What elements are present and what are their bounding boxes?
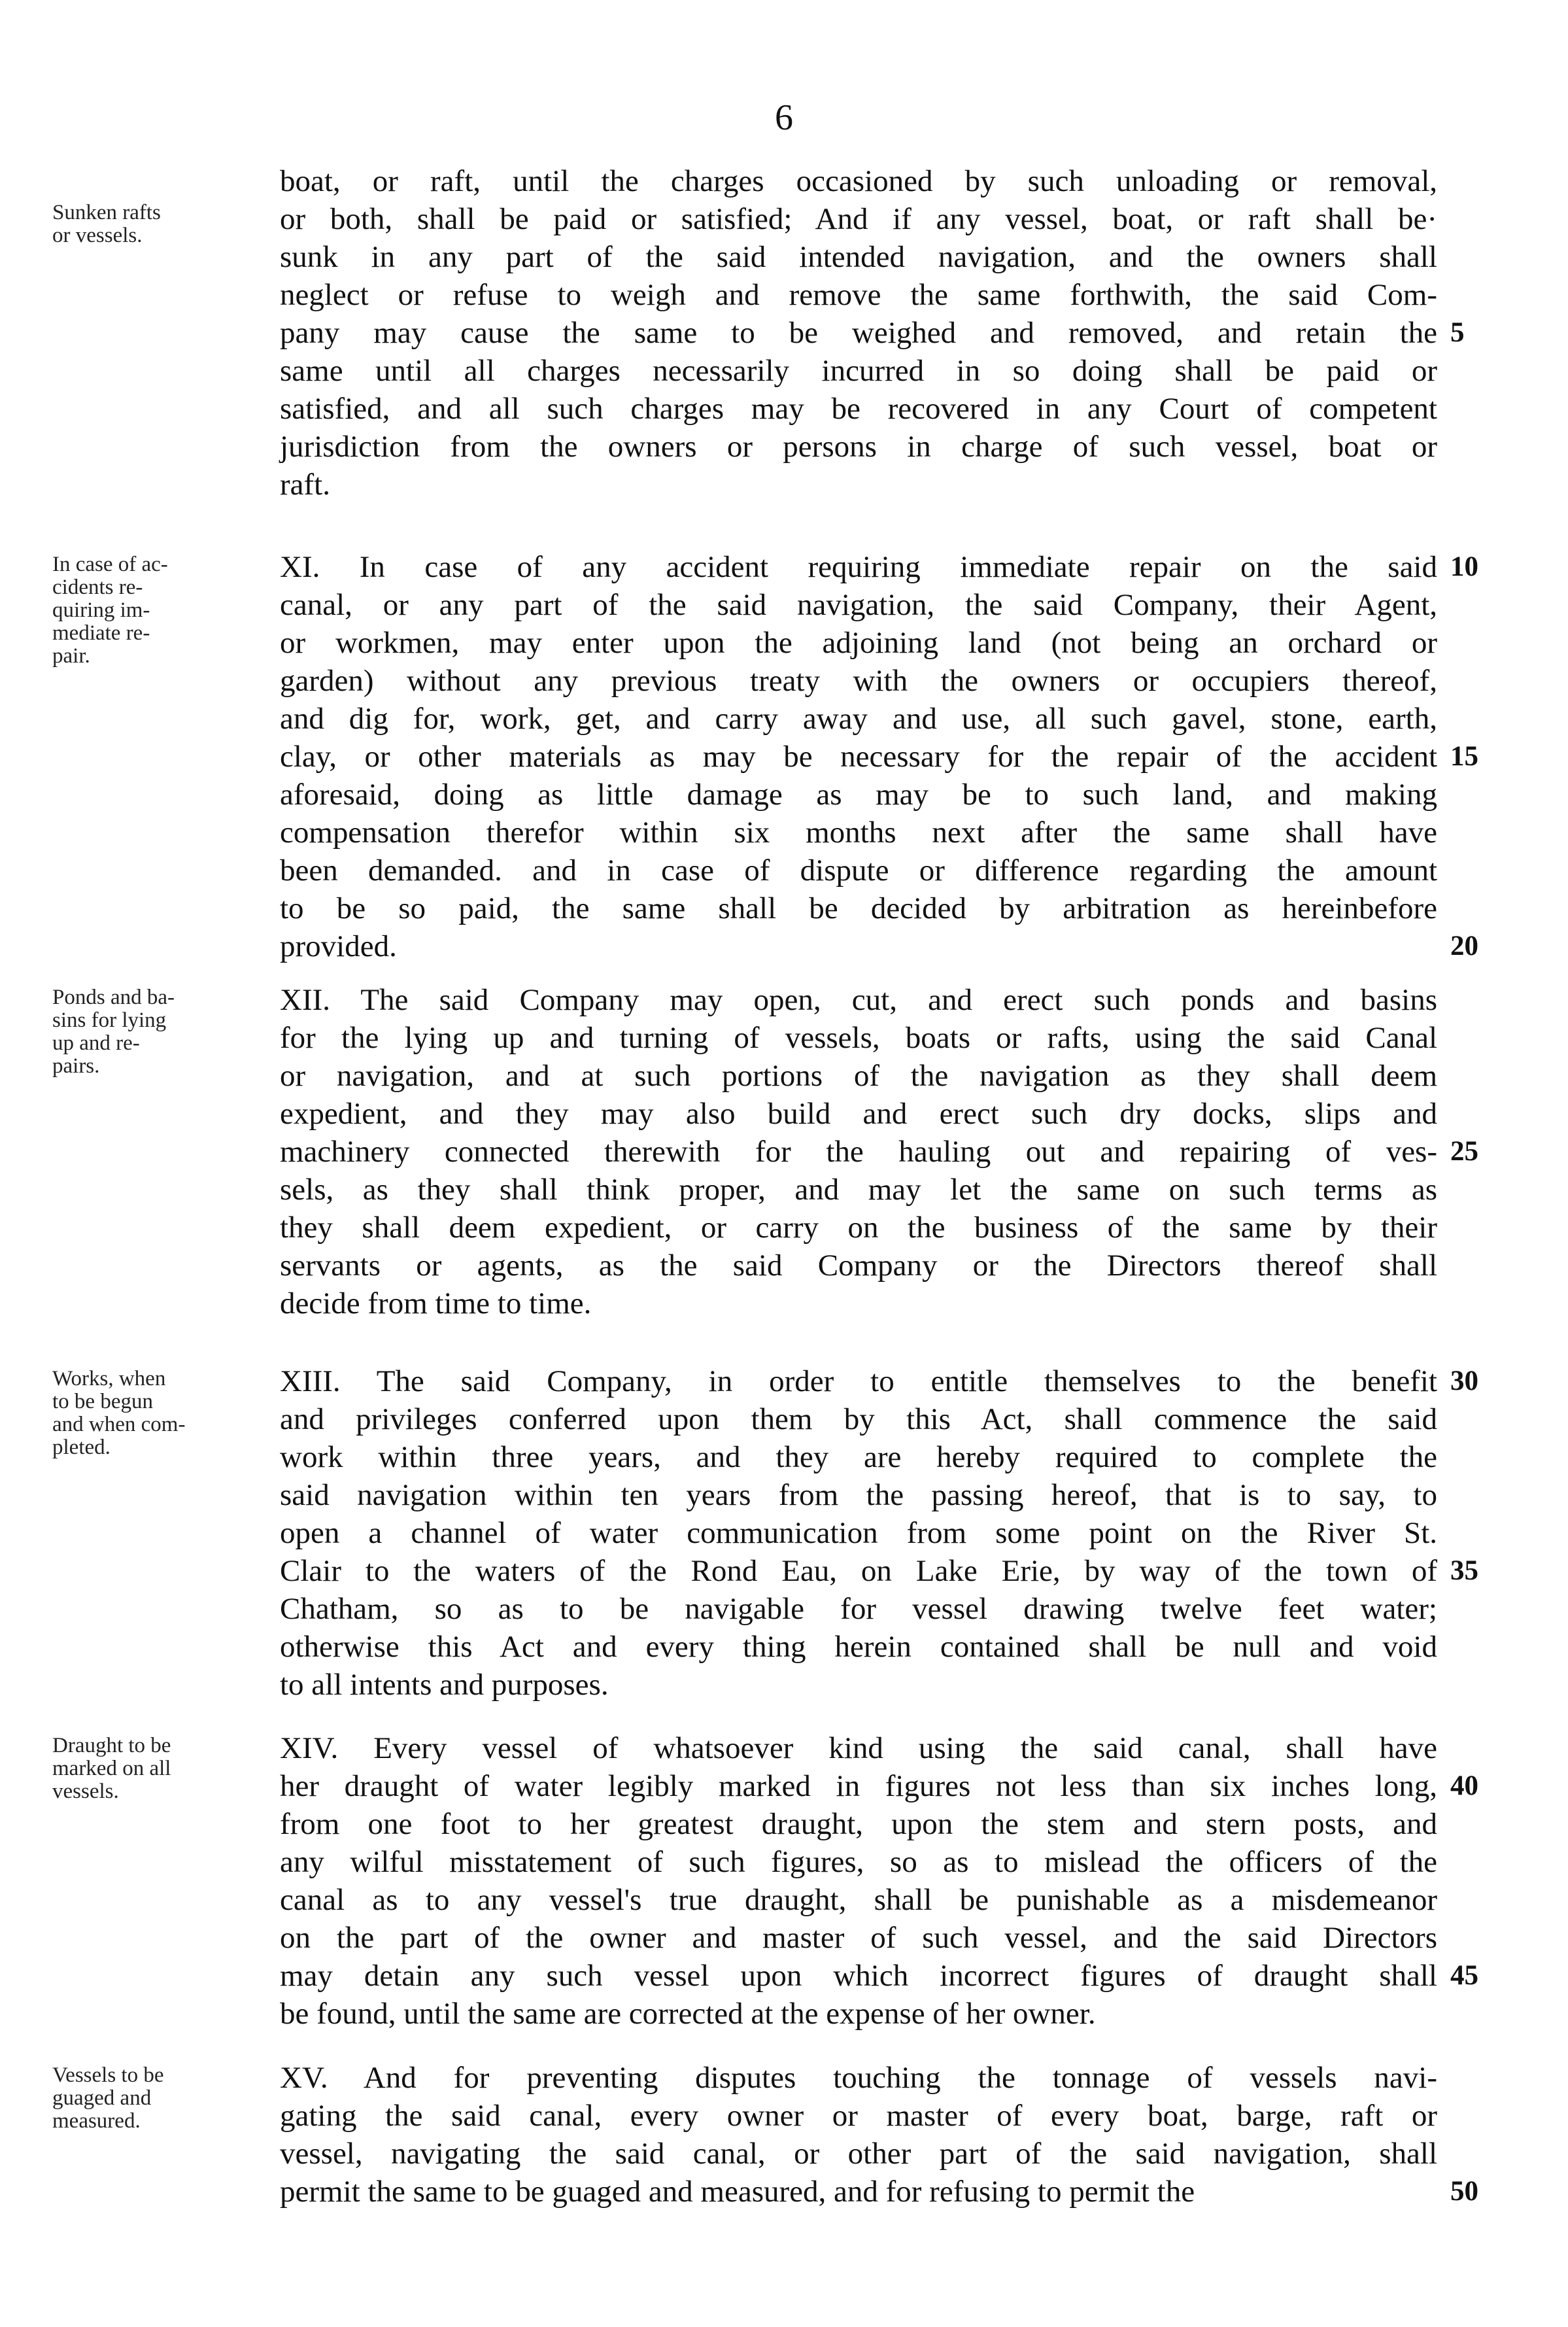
margin-note-line: Draught to be [52,1734,171,1757]
line-number: 45 [1450,1960,1478,1991]
margin-note-line: quiring im- [52,598,150,622]
paragraph [280,1729,1437,2033]
text-line: decide from time to time. [280,1286,592,1320]
text-line: any wilful misstatement of such figures, so as to mislead the officers of the [280,1845,1437,1879]
text-line: aforesaid, doing as little damage as may be to such land, and making [280,778,1437,812]
text-line: satisfied, and all such charges may be recovered in any Court of competent [280,392,1437,426]
text-line: or navigation, and at such portions of the navigation as they shall deem [280,1059,1437,1093]
text-line: and dig for, work, get, and carry away and use, all such gavel, stone, earth, [280,702,1437,736]
text-line: machinery connected therewith for the hauling out and repairing of ves- [280,1135,1437,1169]
text-line: Chatham, so as to be navigable for vessel drawing twelve feet water; [280,1592,1437,1626]
line-number: 40 [1450,1770,1478,1801]
paragraph [280,2059,1437,2211]
margin-note-line: pairs. [52,1054,100,1078]
paragraph [280,162,1437,504]
margin-note-line: mediate re- [52,621,150,645]
text-line: open a channel of water communication from some point on the River St. [280,1516,1437,1550]
text-line: said navigation within ten years from the passing hereof, that is to say, to [280,1478,1437,1512]
margin-note [52,1734,268,1803]
line-number: 35 [1450,1555,1478,1586]
line-number: 25 [1450,1136,1478,1167]
margin-note [52,2064,268,2133]
text-line: jurisdiction from the owners or persons in charge of such vessel, boat or [280,430,1437,464]
text-line: XIII. The said Company, in order to entitle themselves to the benefit [280,1364,1437,1398]
paragraph [280,1362,1437,1704]
text-line: boat, or raft, until the charges occasioned by such unloading or removal, [280,164,1437,198]
text-line: provided. [280,929,397,963]
margin-note-line: pleted. [52,1436,111,1459]
text-line: XI. In case of any accident requiring immediate repair on the said [280,550,1437,584]
text-line: they shall deem expedient, or carry on the business of the same by their [280,1211,1437,1245]
text-line: canal, or any part of the said navigation, the said Company, their Agent, [280,588,1437,622]
margin-note-line: or vessels. [52,224,143,247]
text-line: servants or agents, as the said Company or the Directors thereof shall [280,1249,1437,1283]
text-line: or workmen, may enter upon the adjoining land (not being an orchard or [280,626,1437,660]
margin-note-line: to be begun [52,1390,153,1413]
text-line: sels, as they shall think proper, and may let the same on such terms as [280,1173,1437,1207]
text-line: been demanded. and in case of dispute or difference regarding the amount [280,853,1437,888]
margin-note-line: pair. [52,644,90,668]
margin-note-line: vessels. [52,1780,119,1803]
page-number: 6 [775,97,793,138]
text-line: from one foot to her greatest draught, upon the stem and stern posts, and [280,1807,1437,1841]
text-line: same until all charges necessarily incurred in so doing shall be paid or [280,354,1437,388]
margin-note [52,1368,268,1459]
paragraph [280,981,1437,1322]
text-line: XII. The said Company may open, cut, and erect such ponds and basins [280,983,1437,1017]
margin-note [52,201,268,247]
margin-note-line: up and re- [52,1031,140,1055]
text-line: work within three years, and they are hereby required to complete the [280,1440,1437,1474]
margin-note-line: and when com- [52,1413,186,1436]
text-line: Clair to the waters of the Rond Eau, on Lake Erie, by way of the town of [280,1554,1437,1588]
text-line: clay, or other materials as may be necessary for the repair of the accident [280,740,1437,774]
margin-note-line: cidents re- [52,576,143,599]
text-line: on the part of the owner and master of such vessel, and the said Directors [280,1921,1437,1955]
line-number: 5 [1450,317,1465,348]
text-line: XV. And for preventing disputes touching the tonnage of vessels navi- [280,2061,1437,2095]
text-line: be found, until the same are corrected at the expense of her owner. [280,1997,1096,2031]
text-line: neglect or refuse to weigh and remove the same forthwith, the said Com- [280,278,1437,312]
margin-note-line: guaged and [52,2086,152,2110]
text-line: permit the same to be guaged and measured, and for refusing to permit the [280,2175,1195,2209]
margin-note-line: Ponds and ba- [52,986,175,1009]
text-line: expedient, and they may also build and erect such dry docks, slips and [280,1097,1437,1131]
line-number: 20 [1450,931,1478,961]
margin-note-line: sins for lying [52,1008,167,1032]
text-line: for the lying up and turning of vessels, boats or rafts, using the said Canal [280,1021,1437,1055]
margin-note-line: In case of ac- [52,553,168,576]
text-line: raft. [280,468,330,502]
text-line: her draught of water legibly marked in figures not less than six inches long, [280,1769,1437,1803]
text-line: may detain any such vessel upon which incorrect figures of draught shall [280,1959,1437,1993]
margin-note-line: measured. [52,2109,141,2133]
text-line: pany may cause the same to be weighed and removed, and retain the [280,316,1437,350]
text-line: and privileges conferred upon them by this Act, shall commence the said [280,1402,1437,1436]
margin-note [52,986,268,1078]
text-line: to be so paid, the same shall be decided by arbitration as hereinbefore [280,891,1437,925]
margin-note-line: Vessels to be [52,2063,164,2087]
margin-note-line: Sunken rafts [52,201,161,224]
line-number: 10 [1450,551,1478,582]
text-line: sunk in any part of the said intended navigation, and the owners shall [280,240,1437,274]
text-line: compensation therefor within six months next after the same shall have [280,816,1437,850]
text-line: gating the said canal, every owner or master of every boat, barge, raft or [280,2099,1437,2133]
text-line: canal as to any vessel's true draught, shall be punishable as a misdemeanor [280,1883,1437,1917]
text-line: or both, shall be paid or satisfied; And if any vessel, boat, or raft shall be· [280,202,1437,236]
text-line: XIV. Every vessel of whatsoever kind using the said canal, shall have [280,1731,1437,1765]
margin-note-line: marked on all [52,1757,171,1780]
text-line: otherwise this Act and every thing herein contained shall be null and void [280,1630,1437,1664]
line-number: 50 [1450,2176,1478,2207]
line-number: 15 [1450,741,1478,772]
text-line: to all intents and purposes. [280,1668,609,1702]
line-number: 30 [1450,1366,1478,1396]
text-line: garden) without any previous treaty with the owners or occupiers thereof, [280,664,1437,698]
paragraph [280,548,1437,965]
text-line: vessel, navigating the said canal, or other part of the said navigation, shall [280,2137,1437,2171]
margin-note-line: Works, when [52,1367,166,1390]
margin-note [52,553,268,668]
